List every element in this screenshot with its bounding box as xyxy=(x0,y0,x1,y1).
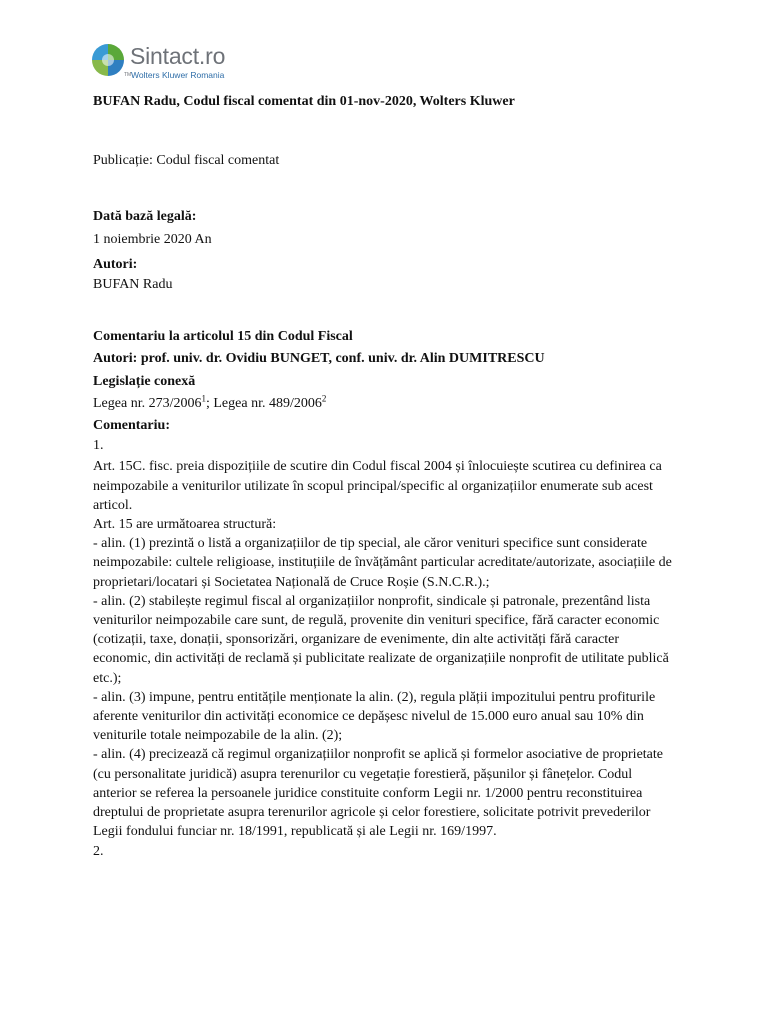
sintact-logo[interactable] xyxy=(91,41,291,81)
document-body xyxy=(93,90,678,861)
related-legislation xyxy=(93,394,678,413)
paragraph: Art. 15C. fisc. preia dispozițiile de scutire din Codul fiscal 2004 și înlocuiește scutirea cu definirea ca neimpozabile a veniturilor utilizate în scopul principal/specific al organizațiilor enumerate sub acest articol. xyxy=(93,459,662,513)
legal-date-value: 1 noiembrie 2020 An xyxy=(93,231,212,247)
document-header: BUFAN Radu, Codul fiscal comentat din 01-nov-2020, Wolters Kluwer xyxy=(93,94,515,109)
trademark-mark: TM xyxy=(124,72,132,78)
paragraph: Art. 15 are următoarea structură: xyxy=(93,517,277,533)
authors-label: Autori: xyxy=(93,256,138,272)
paragraph: - alin. (1) prezintă o listă a organizațiilor de tip special, ale căror venituri specifice sunt considerate neimpozabile: cultele religioase, instituțiile de învățământ particular acreditate/autorizate, asociațiile de proprietari/locatari și Societatea Națională de Cruce Roșie (S.N.C.R.).; xyxy=(93,536,672,590)
paragraph: - alin. (2) stabilește regimul fiscal al organizațiilor nonprofit, sindicale și patronale, prezentând lista veniturilor neimpozabile care sunt, de regulă, provenite din venituri specifice, fără caracter economic (cotizații, taxe, donații, sponsorizări, organizare de evenimente, din alte activități fără caracter economic, din activități de reclamă și publicitate realizate de organizațiile nonprofit de utilitate publică etc.); xyxy=(93,593,669,686)
comment-title: Comentariu la articolul 15 din Codul Fiscal xyxy=(93,329,353,345)
logo-subtitle: Wolters Kluwer Romania xyxy=(131,70,225,80)
paragraph: - alin. (4) precizează că regimul organizațiilor nonprofit se aplică și formelor asociative de proprietate (cu personalitate juridică) asupra terenurilor cu vegetație forestieră, pășunilor și fânețelor. Codul anterior se referea la persoanele juridice constituite conform Legii nr. 1/2000 pentru reconstituirea dreptului de proprietate asupra terenurilor agricole și celor forestiere, solicitate potrivit prevederilor Legii fondului funciar nr. 18/1991, republicată și ale Legii nr. 169/1997. xyxy=(93,747,663,840)
footnote-ref-1[interactable]: 1 xyxy=(201,393,206,404)
legal-date-label: Dată bază legală: xyxy=(93,209,197,225)
publication-line: Publicație: Codul fiscal comentat xyxy=(93,153,280,169)
comment-label: Comentariu: xyxy=(93,418,170,434)
footnote-ref-2[interactable]: 2 xyxy=(321,393,327,404)
related-legislation-label: Legislație conexă xyxy=(93,373,196,389)
logo-name: Sintact.ro xyxy=(130,43,226,69)
comment-authors: Autori: prof. univ. dr. Ovidiu BUNGET, conf. univ. dr. Alin DUMITRESCU xyxy=(93,351,545,367)
related-law-2[interactable]: ; Legea nr. 489/2006 xyxy=(205,395,322,411)
authors-value: BUFAN Radu xyxy=(93,277,173,293)
section-number-1: 1. xyxy=(93,438,104,454)
section-number-2: 2. xyxy=(93,843,104,859)
related-law-1[interactable]: Legea nr. 273/2006 xyxy=(93,395,202,411)
paragraph: - alin. (3) impune, pentru entitățile menționate la alin. (2), regula plății impozitului pentru profiturile aferente veniturilor din activități economice ce depășesc nivelul de 15.000 euro anual sau 10% din veniturile totale neimpozabile de la alin. (2); xyxy=(93,689,656,744)
globe-icon xyxy=(91,43,125,77)
